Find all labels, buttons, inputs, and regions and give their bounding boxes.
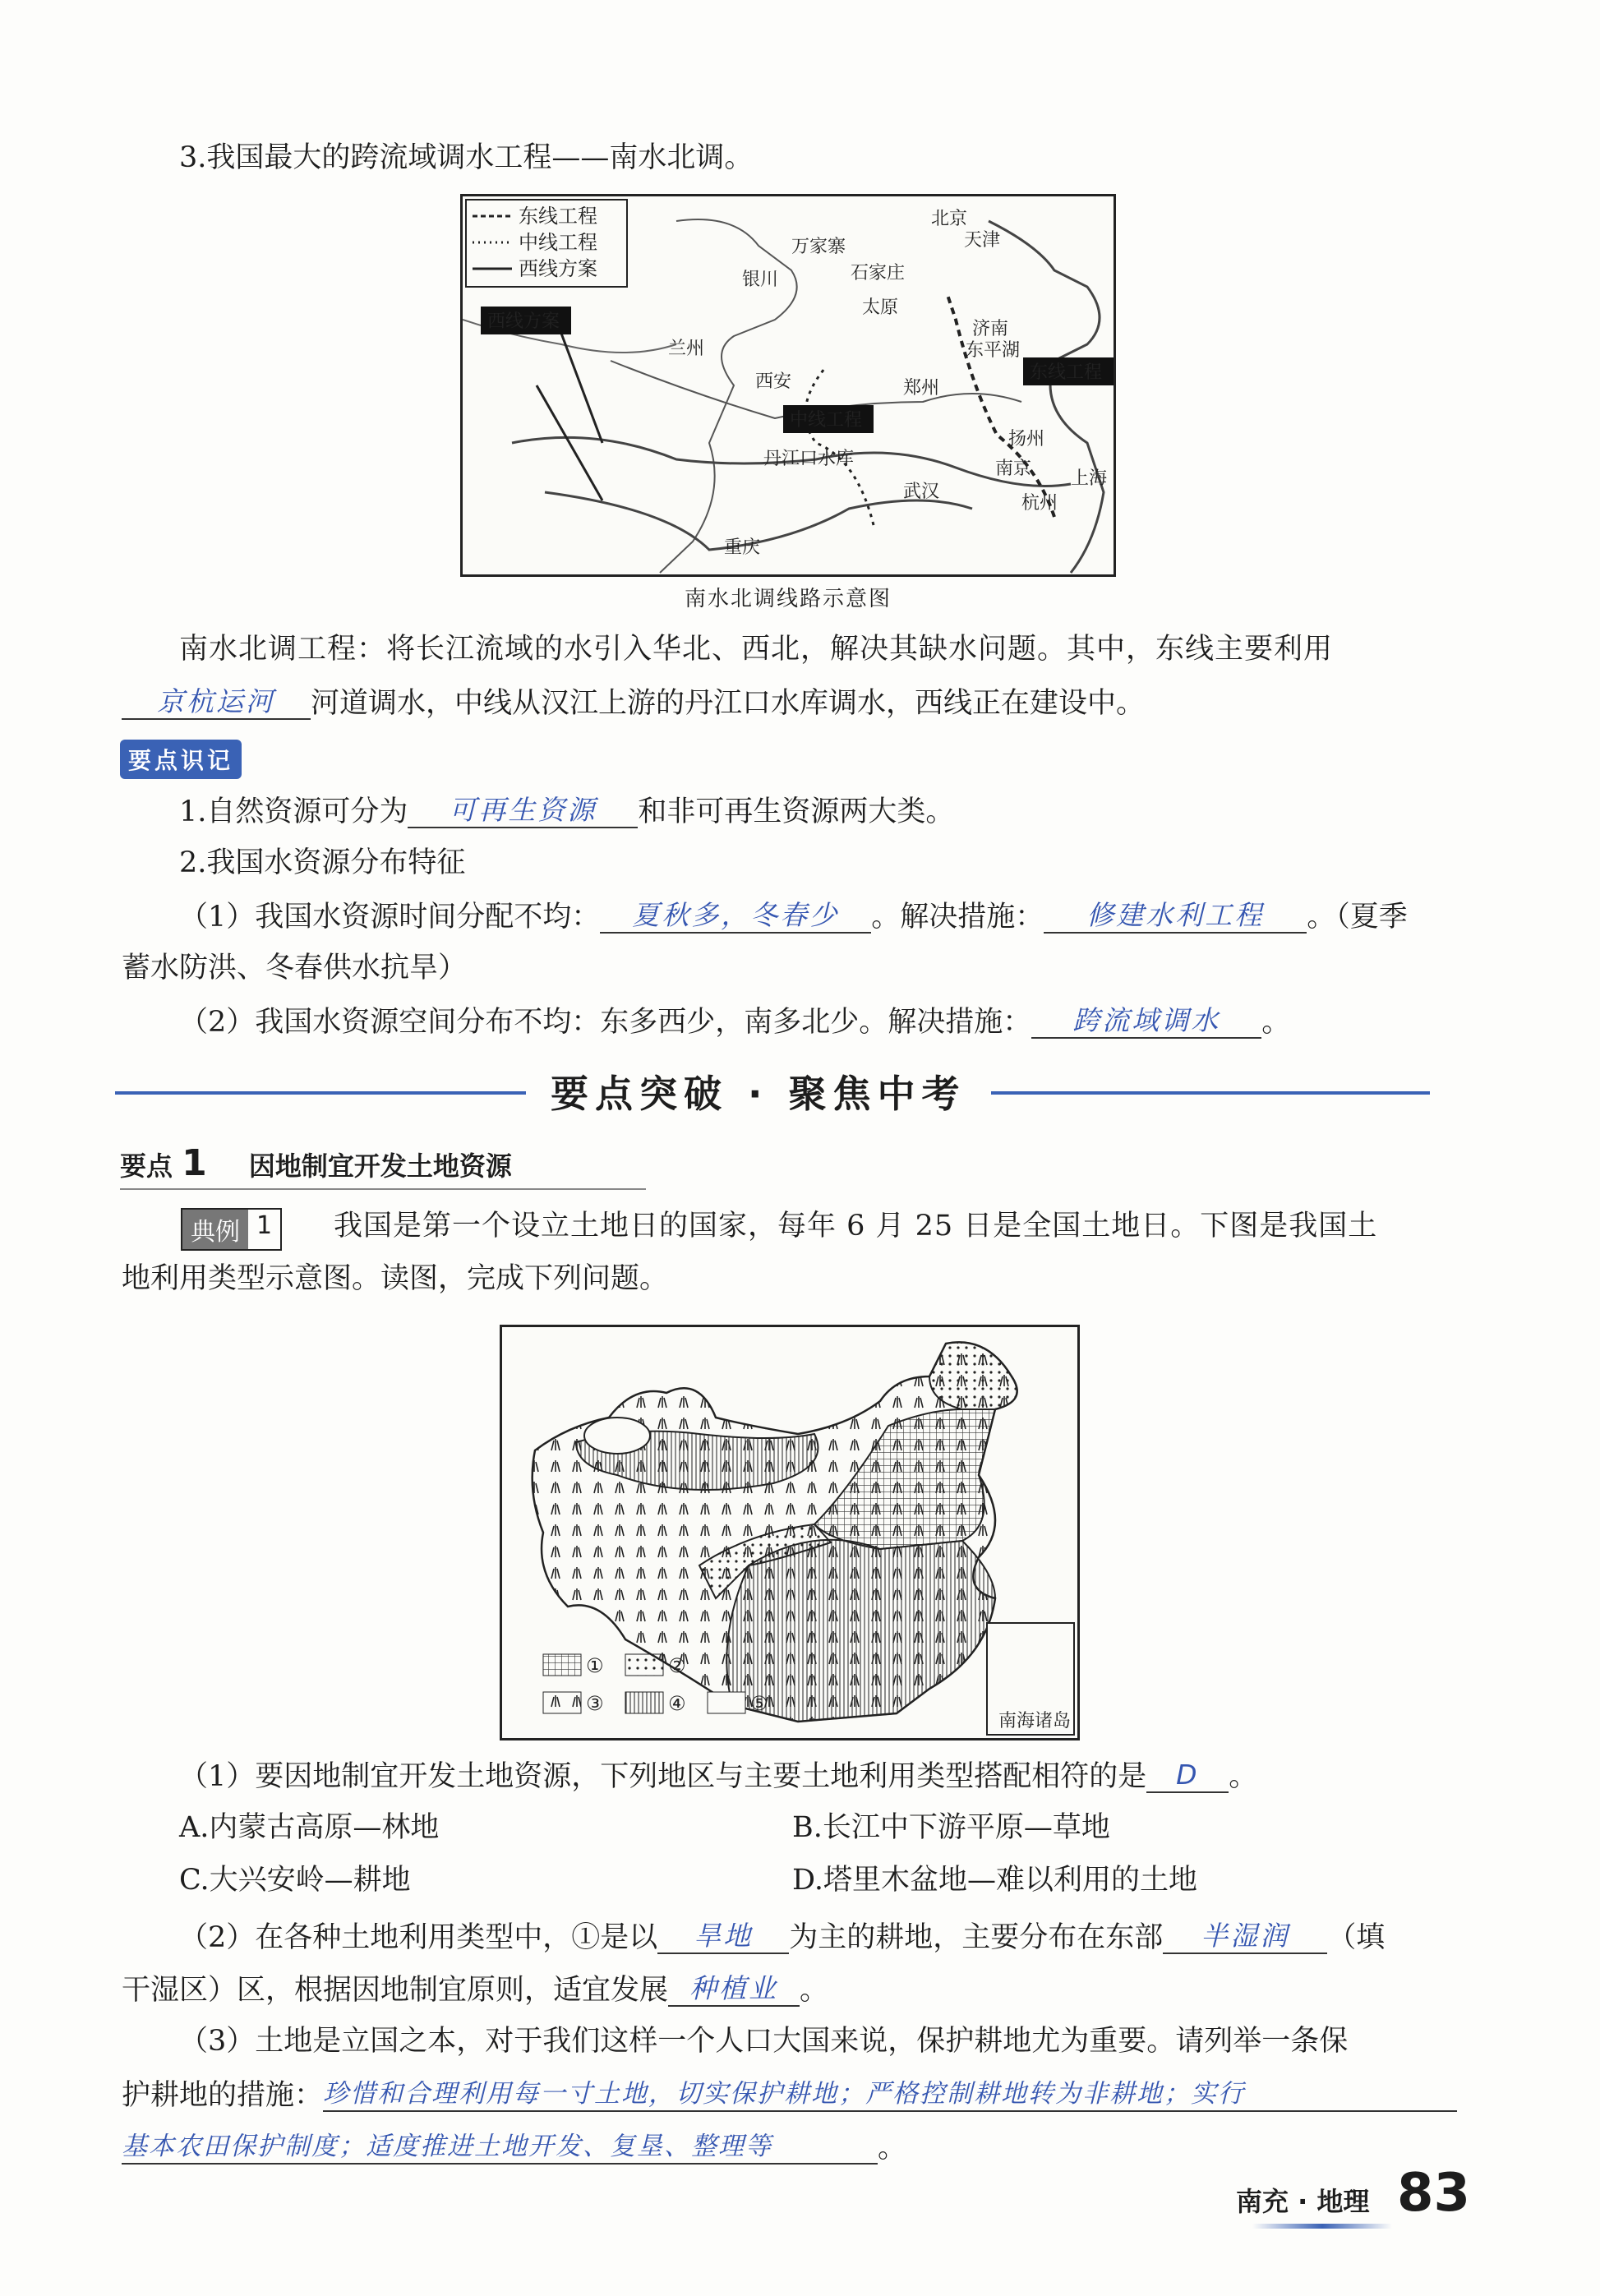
point1-title: 因地制宜开发土地资源	[248, 1150, 512, 1182]
sq3-line2-pre: 护耕地的措施：	[122, 2079, 324, 2112]
example-tag-label: 典例	[182, 1210, 248, 1249]
para1-line1: 南水北调工程：将长江流域的水引入华北、西北，解决其缺水问题。其中，东线主要利用	[179, 633, 1334, 666]
example-tag	[181, 1208, 282, 1251]
point1-underline	[120, 1188, 646, 1190]
callout-west: 西线方案	[487, 311, 560, 332]
city-label: 武汉	[903, 482, 940, 502]
para1-line2: 河道调水，中线从汉江上游的丹江口水库调水，西线正在建设中。	[311, 687, 1146, 720]
kp2-1-post: 。（夏季	[1307, 901, 1408, 934]
section-title: 要点突破 · 聚焦中考	[551, 1072, 966, 1116]
legend-item: ③	[586, 1692, 604, 1715]
city-label: 兰州	[668, 339, 705, 359]
kp2-2-post: 。	[1261, 1006, 1291, 1039]
map1-legend	[466, 200, 627, 287]
page-number: 83	[1397, 2163, 1471, 2224]
city-label: 重庆	[724, 537, 761, 558]
city-label: 太原	[862, 297, 899, 318]
city-label: 丹江口水库	[763, 449, 855, 469]
answer-farming: 种植业	[668, 1972, 800, 2007]
city-label: 万家寨	[791, 237, 846, 257]
footer-accent	[1252, 2224, 1392, 2229]
answer-sq3-part1: 珍惜和合理利用每一寸土地，切实保护耕地；严格控制耕地转为非耕地；实行	[323, 2077, 1457, 2112]
option-d: D.塔里木盆地—难以利用的土地	[792, 1864, 1197, 1897]
city-label: 济南	[972, 319, 1009, 339]
sq1-pre: （1）要因地制宜开发土地资源，下列地区与主要土地利用类型搭配相符的是	[179, 1760, 1147, 1793]
legend-middle: 中线工程	[519, 231, 597, 254]
kp2-1-mid: 。解决措施：	[871, 901, 1044, 934]
legend-item: ②	[668, 1654, 686, 1677]
answer-sq3-part2: 基本农田保护制度；适度推进土地开发、复垦、整理等	[122, 2130, 878, 2165]
kp2-1-line	[179, 899, 1408, 934]
inset-label: 南海诸岛	[998, 1711, 1072, 1731]
legend-item: ④	[668, 1692, 686, 1715]
answer-transfer: 跨流域调水	[1031, 1004, 1261, 1039]
kp1-line	[179, 794, 954, 828]
sq3-line1: （3）土地是立国之本，对于我们这样一个人口大国来说，保护耕地尤为重要。请列举一条保	[179, 2025, 1349, 2058]
example-tag-num: 1	[256, 1211, 273, 1240]
sq2-post: （填	[1327, 1921, 1386, 1954]
city-label: 北京	[931, 209, 968, 229]
answer-canal: 京杭运河	[122, 685, 311, 720]
answer-renewable: 可再生资源	[408, 794, 638, 828]
city-label: 东平湖	[966, 340, 1021, 361]
option-b: B.长江中下游平原—草地	[792, 1811, 1110, 1844]
legend-item: ①	[586, 1654, 604, 1677]
sq3-post: 。	[878, 2132, 907, 2165]
option-a: A.内蒙古高原—林地	[179, 1811, 440, 1844]
city-label: 杭州	[1021, 493, 1058, 514]
answer-water-works: 修建水利工程	[1044, 899, 1307, 934]
point1-heading	[120, 1142, 512, 1184]
kp2-heading: 2.我国水资源分布特征	[179, 846, 466, 879]
callout-middle: 中线工程	[790, 410, 863, 431]
kp2-2-pre: （2）我国水资源空间分布不均：东多西少，南多北少。解决措施：	[179, 1006, 1032, 1039]
kp2-1-line2: 蓄水防洪、冬春供水抗旱）	[122, 952, 468, 984]
legend-west: 西线方案	[519, 257, 597, 280]
sq2-mid: 为主的耕地，主要分布在东部	[789, 1921, 1164, 1954]
callout-east: 东线工程	[1030, 362, 1103, 383]
city-label: 银川	[742, 270, 779, 290]
kp2-2-line	[179, 1004, 1290, 1039]
city-label: 扬州	[1008, 429, 1045, 450]
city-label: 天津	[964, 230, 1001, 251]
diversion-map	[460, 194, 1116, 577]
sq1-line	[179, 1759, 1257, 1793]
answer-time-distribution: 夏秋多，冬春少	[600, 899, 871, 934]
example1-line1: 我国是第一个设立土地日的国家，每年 6 月 25 日是全国土地日。下图是我国土	[334, 1210, 1378, 1243]
sq3-line3	[122, 2130, 906, 2165]
landuse-map	[500, 1325, 1080, 1740]
city-label: 郑州	[903, 378, 940, 399]
city-label: 石家庄	[851, 263, 906, 284]
legend-item: ⑤	[750, 1692, 768, 1715]
answer-sq1: D	[1146, 1759, 1229, 1793]
answer-dryland: 旱地	[657, 1920, 789, 1954]
kp1-pre: 1.自然资源可分为	[179, 795, 408, 828]
sq2-line2	[122, 1972, 828, 2007]
example1-line2: 地利用类型示意图。读图，完成下列问题。	[122, 1262, 669, 1295]
sq2-line2-pre: 干湿区）区，根据因地制宜原则，适宜发展	[122, 1974, 669, 2007]
footer-label: 南充 · 地理	[1236, 2186, 1370, 2217]
point1-label: 要点	[120, 1150, 173, 1182]
kp2-1-pre: （1）我国水资源时间分配不均：	[179, 901, 601, 934]
sq2-pre: （2）在各种土地利用类型中，①是以	[179, 1921, 658, 1954]
sq3-line2	[122, 2077, 1457, 2112]
kp1-post: 和非可再生资源两大类。	[638, 795, 955, 828]
section-title-wrap	[526, 1064, 991, 1118]
city-label: 上海	[1071, 468, 1108, 489]
q3-heading: 3.我国最大的跨流域调水工程——南水北调。	[179, 141, 754, 174]
sq2-line2-post: 。	[800, 1974, 829, 2007]
city-label: 西安	[755, 371, 792, 392]
sq1-post: 。	[1229, 1760, 1258, 1793]
answer-semi-humid: 半湿润	[1163, 1920, 1327, 1954]
point1-num: 1	[182, 1142, 207, 1184]
city-label: 南京	[995, 459, 1032, 479]
option-c: C.大兴安岭—耕地	[179, 1864, 411, 1897]
sq2-line1	[179, 1920, 1385, 1954]
map1-caption: 南水北调线路示意图	[684, 587, 892, 611]
legend-east: 东线工程	[519, 205, 597, 228]
keypoints-badge: 要点识记	[120, 740, 242, 779]
